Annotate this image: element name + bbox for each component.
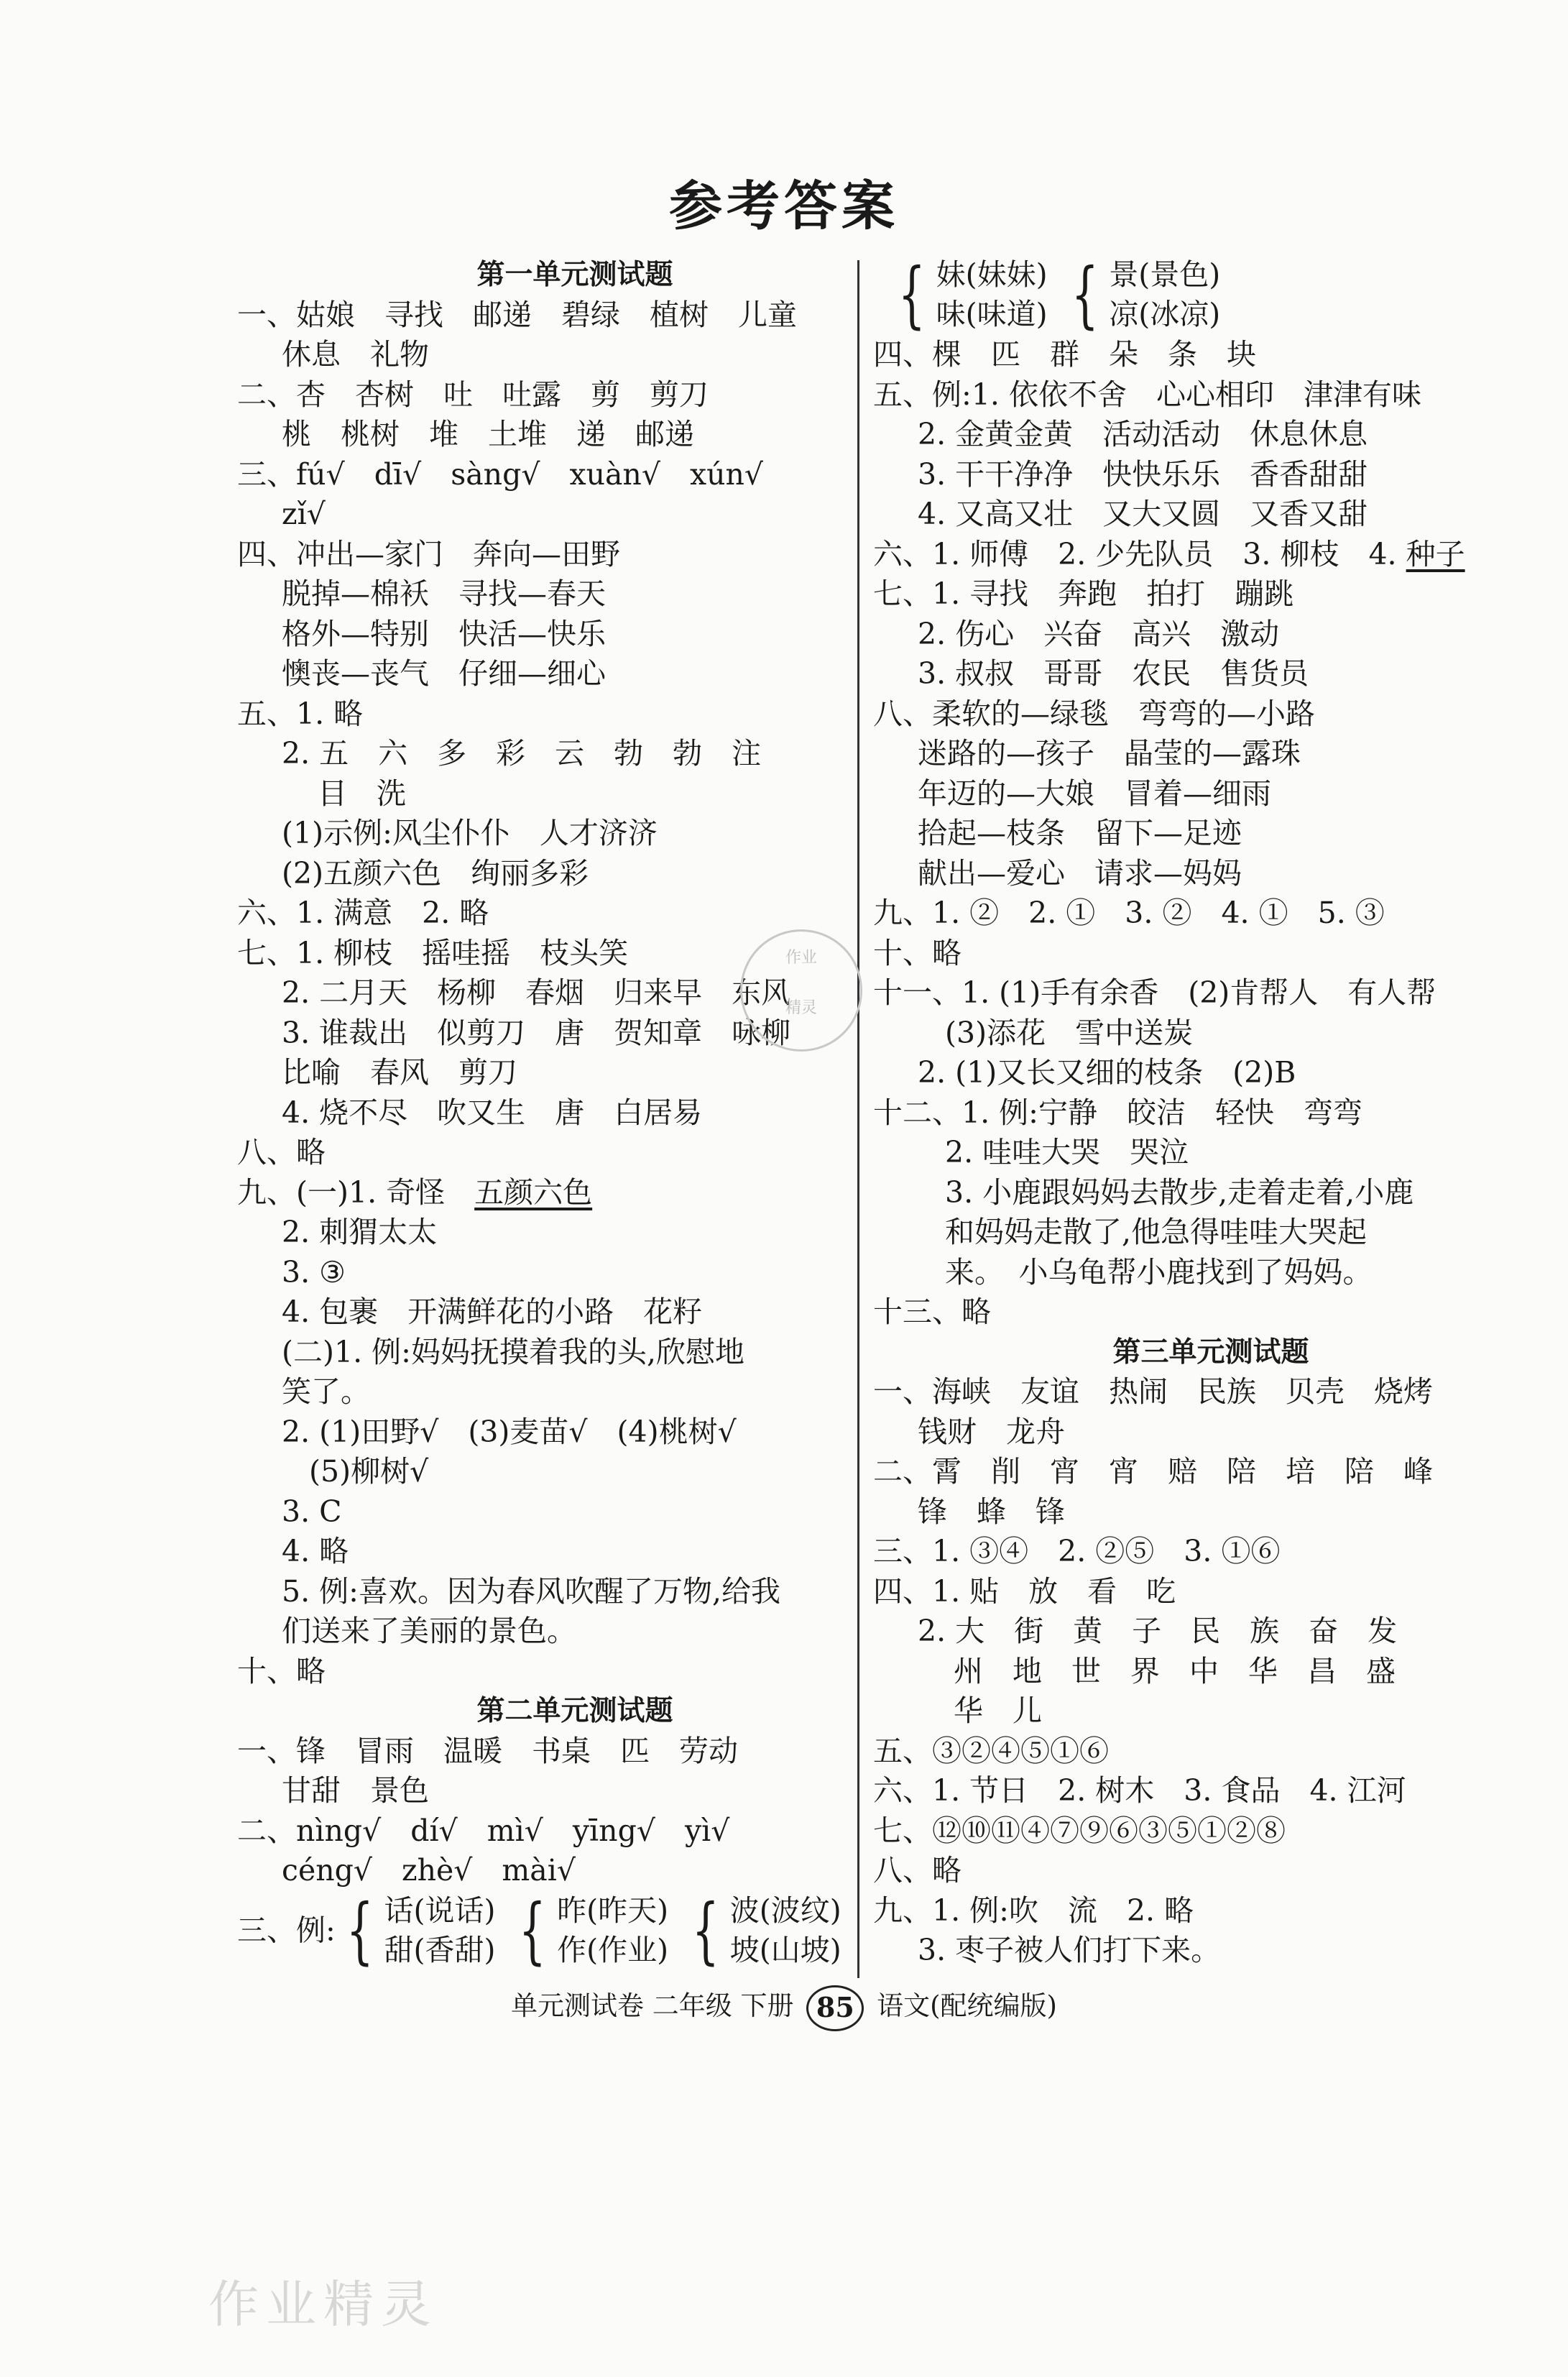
brace-word: 甜(香甜) [384, 1932, 496, 1967]
answer-line: 十、略 [873, 935, 961, 970]
footer-subject: 语文(配统编版) [877, 1990, 1057, 2021]
brace-glyph: { [691, 1888, 719, 1972]
page-number: 85 [806, 1985, 864, 2031]
answer-line: 八、略 [873, 1853, 961, 1888]
answer-line: 六、1. 节日 2. 树木 3. 食品 4. 江河 [873, 1773, 1406, 1808]
brace-answer-row [237, 1888, 927, 1972]
answer-line: 八、柔软的—绿毯 弯弯的—小路 [873, 696, 1315, 731]
answer-line: 九、(一)1. 奇怪 五颜六色 [237, 1174, 593, 1210]
answer-line: (1)示例:风尘仆仆 人才济济 [282, 816, 658, 850]
answer-line: 3. 干干净净 快快乐乐 香香甜甜 [918, 456, 1368, 492]
brace-glyph: { [346, 1888, 374, 1972]
brace-pair [557, 1891, 668, 1970]
answer-line: 2. 伤心 兴奋 高兴 激动 [918, 616, 1280, 651]
answer-line: 六、1. 满意 2. 略 [237, 896, 489, 930]
answer-line: 笑了。 [282, 1374, 370, 1409]
answer-line: 三、1. ③④ 2. ②⑤ 3. ①⑥ [873, 1534, 1281, 1568]
brace-pair [730, 1891, 841, 1970]
answer-line: 一、海峡 友谊 热闹 民族 贝壳 烧烤 [873, 1374, 1433, 1409]
answer-line: 一、姑娘 寻找 邮递 碧绿 植树 儿童 [237, 297, 797, 332]
answer-line: 四、冲出—家门 奔向—田野 [237, 536, 620, 571]
answer-line: 3. 小鹿跟妈妈去散步,走着走着,小鹿 [945, 1174, 1414, 1210]
answer-line: 献出—爱心 请求—妈妈 [918, 855, 1242, 891]
answer-line: 拾起—枝条 留下—足迹 [918, 816, 1242, 850]
answer-line: 七、1. 寻找 奔跑 拍打 蹦跳 [873, 576, 1294, 611]
answer-line: (3)添花 雪中送炭 [945, 1015, 1194, 1050]
answer-line: 五、例:1. 依依不舍 心心相印 津津有味 [873, 377, 1421, 412]
answer-line: 九、1. ② 2. ① 3. ② 4. ① 5. ③ [873, 896, 1385, 930]
answer-line: 十一、1. (1)手有余香 (2)肯帮人 有人帮 [873, 975, 1436, 1010]
answer-line: (2)五颜六色 绚丽多彩 [282, 855, 589, 891]
answer-line: 3. 叔叔 哥哥 农民 售货员 [918, 656, 1309, 691]
underlined-answer: 五颜六色 [474, 1174, 593, 1210]
right-column [873, 252, 1563, 1971]
brace-word: 凉(冰凉) [1109, 297, 1221, 331]
answer-line: 3. 枣子被人们打下来。 [918, 1933, 1221, 1967]
answer-line: 二、杏 杏树 吐 吐露 剪 剪刀 [237, 377, 709, 412]
answer-line: 4. 又高又壮 又大又圆 又香又甜 [918, 497, 1368, 531]
answer-line: (5)柳树√ [309, 1454, 429, 1489]
answer-line: 和妈妈走散了,他急得哇哇大哭起 [945, 1215, 1368, 1249]
answer-line: 一、锋 冒雨 温暖 书桌 匹 劳动 [237, 1733, 738, 1768]
answer-line: 七、1. 柳枝 摇哇摇 枝头笑 [237, 935, 629, 970]
answer-line: 2. 五 六 多 彩 云 勃 勃 注 [282, 736, 762, 771]
answer-line: 4. 略 [282, 1534, 349, 1568]
answer-line: 4. 包裹 开满鲜花的小路 花籽 [282, 1295, 703, 1329]
brace-word: 味(味道) [936, 297, 1048, 331]
brace-word: 景(景色) [1109, 257, 1221, 292]
answer-line: 来。 小乌龟帮小鹿找到了妈妈。 [945, 1254, 1373, 1289]
brace-word: 妹(妹妹) [936, 257, 1048, 292]
answer-line: 八、略 [237, 1135, 326, 1169]
answer-line: 目 洗 [318, 776, 406, 811]
brace-glyph: { [898, 252, 926, 336]
answer-line: 二、霄 削 宵 宵 赔 陪 培 陪 峰 [873, 1454, 1433, 1489]
answer-line: 3. ③ [282, 1254, 346, 1289]
answer-line: 十二、1. 例:宁静 皎洁 轻快 弯弯 [873, 1095, 1362, 1130]
answer-line: 5. 例:喜欢。因为春风吹醒了万物,给我 [282, 1573, 780, 1609]
brace-pair [1109, 255, 1220, 334]
answer-line: 迷路的—孩子 晶莹的—露珠 [918, 736, 1301, 771]
answer-line: 三、fú√ dī√ sàng√ xuàn√ xún√ [237, 456, 764, 492]
answer-line: 比喻 春风 剪刀 [282, 1055, 517, 1090]
answer-line: 州 地 世 界 中 华 昌 盛 [954, 1653, 1396, 1688]
answer-line: 2. 哇哇大哭 哭泣 [945, 1135, 1189, 1169]
answer-line: 四、棵 匹 群 朵 条 块 [873, 337, 1256, 372]
underlined-answer: 种子 [1406, 536, 1465, 571]
section-heading: 第一单元测试题 [476, 258, 673, 291]
page-footer [0, 1984, 1568, 2031]
answer-line: 二、nìng√ dí√ mì√ yīng√ yì√ [237, 1813, 730, 1848]
answer-line: 桃 桃树 堆 土堆 递 邮递 [282, 417, 694, 451]
answer-line: 2. (1)田野√ (3)麦苗√ (4)桃树√ [282, 1414, 737, 1449]
brace-answer-row [873, 252, 1563, 336]
answer-line: 七、⑫⑩⑪④⑦⑨⑥③⑤①②⑧ [873, 1813, 1286, 1848]
section-heading: 第二单元测试题 [476, 1694, 673, 1727]
left-column [237, 252, 927, 1972]
brace-word: 波(波纹) [729, 1893, 841, 1928]
answer-line: 2. 金黄金黄 活动活动 休息休息 [918, 417, 1368, 451]
answer-line: 2. 大 街 黄 子 民 族 奋 发 [918, 1614, 1398, 1648]
answer-line: 2. 二月天 杨柳 春烟 归来早 东风 [282, 975, 791, 1010]
answer-line: zǐ√ [282, 497, 326, 531]
answer-line: 3. C [282, 1494, 342, 1529]
answer-line: 休息 礼物 [282, 337, 429, 372]
answer-line: céng√ zhè√ mài√ [282, 1853, 576, 1888]
section-heading: 第三单元测试题 [1112, 1335, 1309, 1369]
answer-line: 五、③②④⑤①⑥ [873, 1733, 1109, 1768]
answer-line: 2. (1)又长又细的枝条 (2)B [918, 1055, 1296, 1090]
page-title: 参考答案 [669, 175, 899, 237]
answer-line: 四、1. 贴 放 看 吃 [873, 1573, 1176, 1609]
answer-line: 六、1. 师傅 2. 少先队员 3. 柳枝 4. 种子 [873, 536, 1465, 571]
answer-line: 们送来了美丽的景色。 [282, 1614, 576, 1648]
answer-line: 3. 谁裁出 似剪刀 唐 贺知章 咏柳 [282, 1015, 791, 1050]
answer-line: 十、略 [237, 1653, 326, 1688]
answer-line: 年迈的—大娘 冒着—细雨 [918, 776, 1271, 811]
brace-pair [936, 255, 1048, 334]
footer-book-title: 单元测试卷 二年级 下册 [511, 1990, 794, 2021]
brace-row-label: 三、例: [237, 1912, 336, 1947]
answer-line: (二)1. 例:妈妈抚摸着我的头,欣慰地 [282, 1334, 744, 1369]
watermark-stamp: 作业 精灵 [740, 929, 862, 1052]
answer-line: 华 儿 [954, 1693, 1042, 1728]
brace-pair [384, 1891, 495, 1970]
answer-line: 懊丧—丧气 仔细—细心 [282, 656, 606, 691]
brace-glyph: { [519, 1888, 547, 1972]
column-divider [857, 260, 859, 1978]
brace-word: 作(作业) [557, 1932, 669, 1967]
watermark-corner: 作业精灵 [208, 2275, 438, 2334]
answer-line: 钱财 龙舟 [918, 1414, 1065, 1449]
answer-line: 格外—特别 快活—快乐 [282, 616, 606, 651]
answer-line: 甘甜 景色 [282, 1773, 429, 1808]
answer-line: 锋 蜂 锋 [918, 1494, 1065, 1529]
answer-line: 九、1. 例:吹 流 2. 略 [873, 1893, 1194, 1928]
answer-line: 脱掉—棉袄 寻找—春天 [282, 576, 606, 611]
brace-word: 坡(山坡) [729, 1932, 841, 1967]
answer-line: 五、1. 略 [237, 696, 364, 731]
brace-glyph: { [1071, 252, 1099, 336]
answer-line: 十三、略 [873, 1295, 991, 1329]
answer-line: 4. 烧不尽 吹又生 唐 白居易 [282, 1095, 703, 1130]
brace-word: 昨(昨天) [557, 1893, 669, 1928]
answer-line: 2. 刺猬太太 [282, 1215, 438, 1249]
brace-word: 话(说话) [384, 1893, 496, 1928]
